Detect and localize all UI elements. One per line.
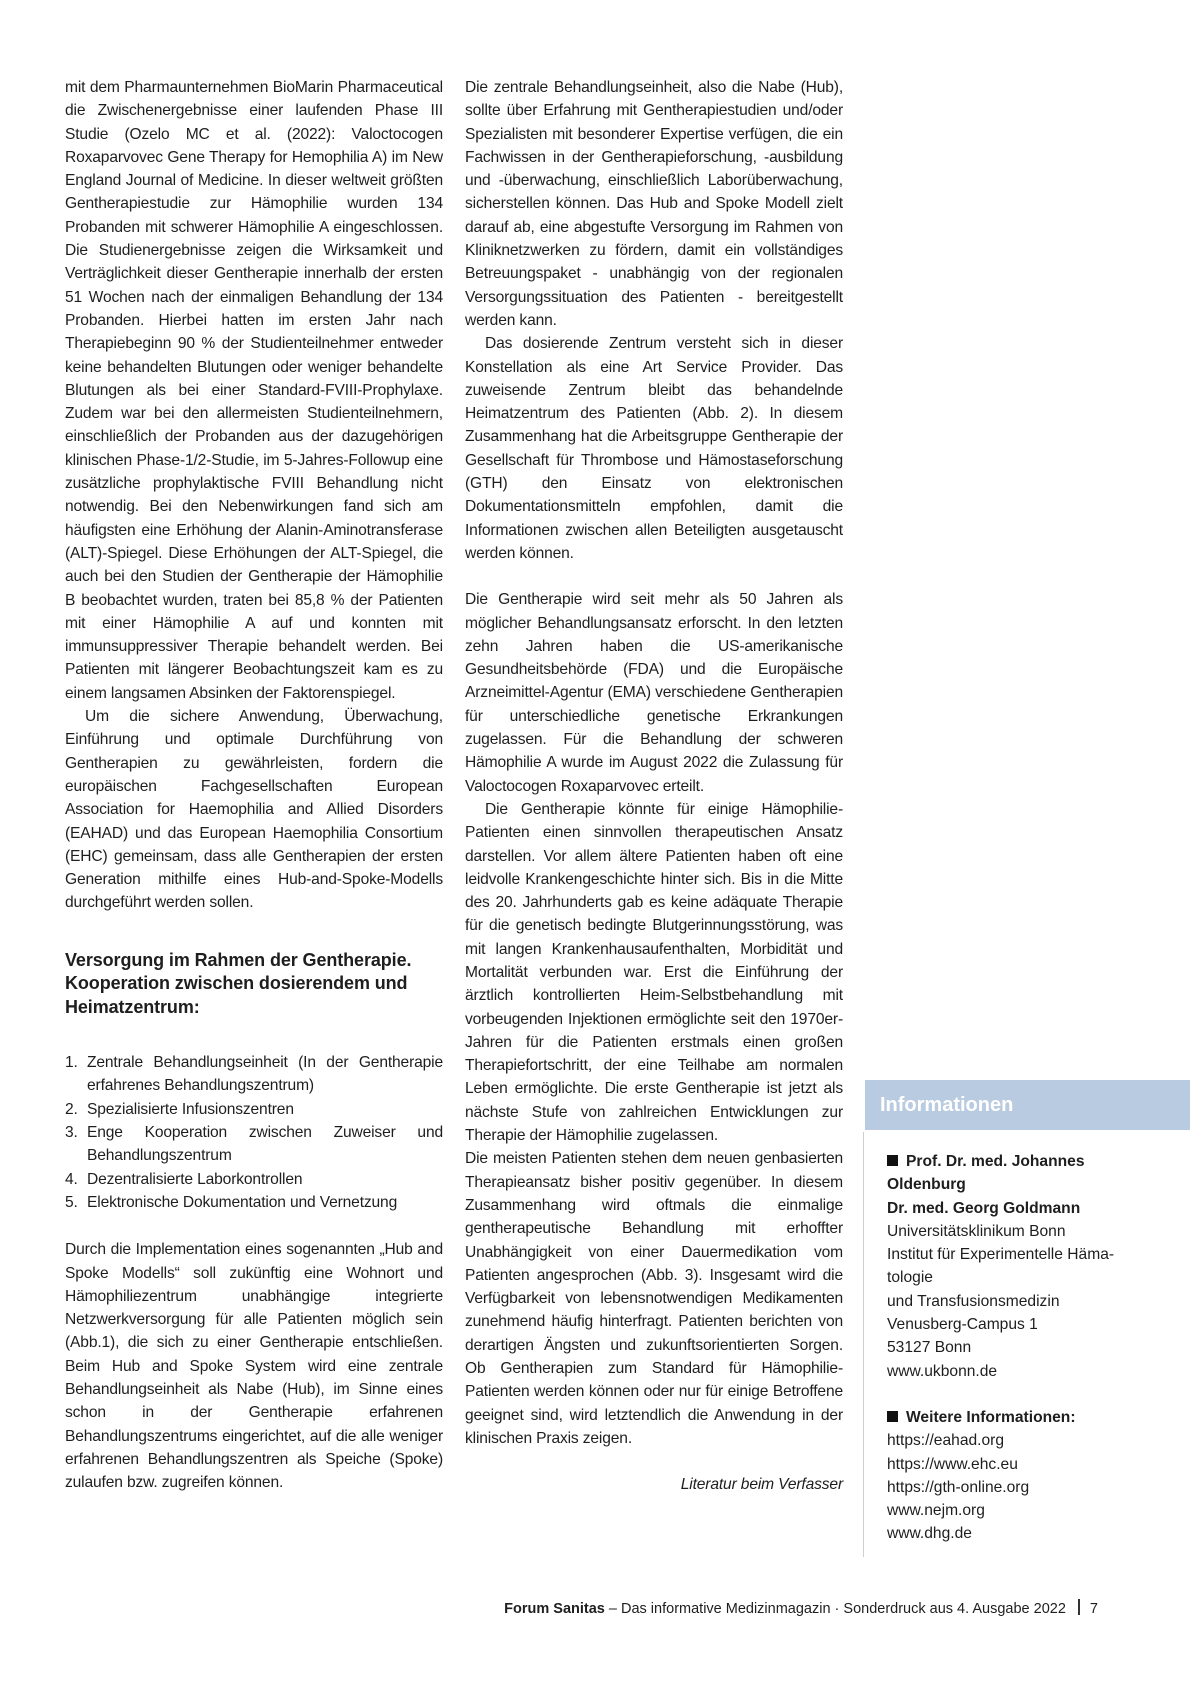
author-name: Prof. Dr. med. Johannes — [887, 1150, 1187, 1173]
paragraph: Die meisten Patienten stehen dem neuen genbasierten Therapieansatz bisher positiv gegenüber. In diesem Zusammenhang wird oftmals die einmalige gentherapeutische Behandlung mit erhoffter Unabhängigkeit von einer Dauermedikation vom Patienten angesprochen (Abb. 3). Insgesamt wird die Verfügbarkeit von lebensnotwendigen Medikamenten zunehmend häufig hinterfragt. Patienten berichten von derartigen Ängsten und zukunftsorientierten Sorgen. Ob Gentherapien zum Standard für Hämophilie-Patienten werden können oder nur für einige Betroffene geeignet sind, wird letztendlich die Anwendung in der klinischen Praxis zeigen. — [465, 1150, 843, 1447]
author-name: Dr. med. Georg Goldmann — [887, 1199, 1081, 1217]
sidebar-divider — [863, 1132, 864, 1557]
info-link[interactable]: www.nejm.org — [887, 1502, 985, 1520]
address-line: Universitätsklinikum Bonn — [887, 1222, 1066, 1240]
section-heading: Versorgung im Rahmen der Gentherapie. Kooperation zwischen dosierendem und Heimatzentrum: — [65, 949, 412, 1017]
info-box-title: Informationen — [880, 1094, 1014, 1116]
info-link[interactable]: https://eahad.org — [887, 1432, 1005, 1450]
page-number: 7 — [1089, 1601, 1098, 1617]
paragraph: Die Gentherapie könnte für einige Hämophilie-Patienten einen sinnvollen therapeutischen Ansatz darstellen. Vor allem ältere Patienten haben oft eine leidvolle Krankengeschichte hinter sich. Bis in die Mitte des 20. Jahrhunderts gab es keine adäquate Therapie für die genetisch bedingte Blutgerinnungsstörung, was mit langen Krankenhausaufenthalten, Morbidität und Mortalität verbunden war. Erst die Einführung der ärztlich kontrollierten Heim-Selbstbehandlung mit vorbeugenden Injektionen ermöglichte seit den 1970er-Jahren für die Patienten erstmals einen großen Therapiefortschritt, der eine Teilhabe am normalen Leben ermöglichte. Die erste Gentherapie ist jetzt als nächste Stufe von zahlreichen Entwicklungen zur Therapie der Hämophilie zugelassen. — [465, 800, 843, 1145]
magazine-subtitle: – Das informative Medizinmagazin · Sonderdruck aus 4. Ausgabe 2022 — [604, 1601, 1066, 1617]
list-item: 1. Zentrale Behandlungseinheit (In der Gentherapie erfahrenes Behandlungszentrum) — [65, 1054, 443, 1095]
list-item: 3. Enge Kooperation zwischen Zuweiser und Behandlungszentrum — [65, 1124, 443, 1165]
address-line: Venusberg-Campus 1 — [887, 1316, 1038, 1334]
info-link[interactable]: https://www.ehc.eu — [887, 1455, 1018, 1473]
footer-divider — [1078, 1599, 1080, 1615]
address-line: Institut für Experimentelle Häma- — [887, 1246, 1115, 1264]
magazine-name: Forum Sanitas — [504, 1601, 605, 1617]
paragraph: Die zentrale Behandlungseinheit, also die Nabe (Hub), sollte über Erfahrung mit Gentherapiestudien und/oder Spezialisten mit besonderer Expertise verfügen, die ein Fachwissen in der Gentherapieforschung, -ausbildung und -überwachung, einschließlich Laborüberwachung, sicherstellen können. Das Hub and Spoke Modell zielt darauf ab, eine abgestufte Versorgung im Rahmen von Kliniknetzwerken zu fördern, damit ein vollständiges Betreuungspaket - unabhängig von der regionalen Versorgungssituation des Patienten - bereitgestellt werden kann. — [465, 79, 843, 329]
website-link[interactable]: www.ukbonn.de — [887, 1362, 998, 1380]
paragraph: Die Gentherapie wird seit mehr als 50 Jahren als möglicher Behandlungsansatz erforscht. In den letzten zehn Jahren haben die US-amerikanische Gesundheitsbehörde (FDA) und die Europäische Arzneimittel-Agentur (EMA) verschiedene Gentherapien für unterschiedliche genetische Erkrankungen zugelassen. Für die Behandlung der schweren Hämophilie A wurde im August 2022 die Zulassung für Valoctocogen Roxaparvovec erteilt. — [465, 591, 843, 795]
list-item: 2. Spezialisierte Infusionszentren — [65, 1100, 294, 1118]
info-box-content — [887, 1150, 1187, 1546]
paragraph: mit dem Pharmaunternehmen BioMarin Pharmaceutical die Zwischenergebnisse einer laufenden Phase III Studie (Ozelo MC et al. (2022): Valoctocogen Roxaparvovec Gene Therapy for Hemophilia A) im New England Journal of Medicine. In dieser weltweit größten Gentherapiestudie zur Hämophilie wurden 134 Probanden mit schwerer Hämophilie A eingeschlossen. Die Studienergebnisse zeigen die Wirksamkeit und Verträglichkeit dieser Gentherapie innerhalb der ersten 51 Wochen nach der einmaligen Behandlung der 134 Probanden. Hierbei hatten im ersten Jahr nach Therapiebeginn 90 % der Studienteilnehmer entweder keine behandelten Blutungen oder weniger behandelte Blutungen als bei einer Standard-FVIII-Prophylaxe. Zudem war bei den allermeisten Studienteilnehmern, einschließlich der Probanden aus der dazugehörigen klinischen Phase-1/2-Studie, im 5-Jahres-Followup eine zusätzliche prophylaktische FVIII Behandlung nicht notwendig. Bei den Nebenwirkungen fand sich am häufigsten eine Erhöhung der Alanin-Aminotransferase (ALT)-Spiegel. Diese Erhöhungen der ALT-Spiegel, die auch bei den Studien der Gentherapie der Hämophilie B beobachtet wurden, traten bei 85,8 % der Patienten mit einer Hämophilie A auf und konnten mit immunsuppressiver Therapie behandelt werden. Bei Patienten mit längerer Beobachtungszeit kam es zu einem langsamen Absinken der Faktorenspiegel. — [65, 79, 443, 702]
article-column-left — [65, 76, 443, 1495]
numbered-list — [65, 1051, 443, 1214]
address-line: 53127 Bonn — [887, 1339, 972, 1357]
address-line: tologie — [887, 1269, 933, 1287]
more-info-heading: Weitere Informationen: — [887, 1406, 1187, 1429]
address-line: und Transfusionsmedizin — [887, 1292, 1060, 1310]
author-name-cont: Oldenburg — [887, 1176, 966, 1194]
paragraph: Durch die Implementation eines sogenannten „Hub and Spoke Modells“ soll zukünftig eine Wohnort und Hämophiliezentrum unabhängige integrierte Netzwerkversorgung für alle Patienten möglich sein (Abb.1), die sich zu einer Gentherapie entschließen. Beim Hub and Spoke System wird eine zentrale Behandlungseinheit als Nabe (Hub), im Sinne eines schon in der Gentherapie erfahrenen Behandlungszentrums eingerichtet, auf die alle weniger erfahrenen Behandlungszentren als Speiche (Spoke) zulaufen bzw. zugreifen können. — [65, 1241, 443, 1492]
article-column-middle — [465, 76, 843, 1497]
paragraph: Das dosierende Zentrum versteht sich in dieser Konstellation als eine Art Service Provider. Das zuweisende Zentrum bleibt das behandelnde Heimatzentrum des Patienten (Abb. 2). In diesem Zusammenhang hat die Arbeitsgruppe Gentherapie der Gesellschaft für Thrombose und Hämostaseforschung (GTH) den Einsatz von elektronischen Dokumentationsmitteln empfohlen, damit die Informationen zwischen allen Beteiligten ausgetauscht werden können. — [465, 335, 843, 562]
list-item: 4. Dezentralisierte Laborkontrollen — [65, 1170, 303, 1188]
info-link[interactable]: https://gth-online.org — [887, 1478, 1030, 1496]
bullet-square-icon — [887, 1155, 898, 1166]
info-link[interactable]: www.dhg.de — [887, 1525, 972, 1543]
list-item: 5. Elektronische Dokumentation und Vernetzung — [65, 1193, 398, 1211]
paragraph: Um die sichere Anwendung, Überwachung, Einführung und optimale Durchführung von Gentherapien zu gewährleisten, fordern die europäischen Fachgesellschaften European Association for Haemophilia and Allied Disorders (EAHAD) und das European Haemophilia Consortium (EHC) gemeinsam, dass alle Gentherapien der ersten Generation mithilfe eines Hub-and-Spoke-Modells durchgeführt werden sollen. — [65, 708, 443, 912]
literature-note: Literatur beim Verfasser — [680, 1476, 843, 1494]
bullet-square-icon — [887, 1411, 898, 1422]
